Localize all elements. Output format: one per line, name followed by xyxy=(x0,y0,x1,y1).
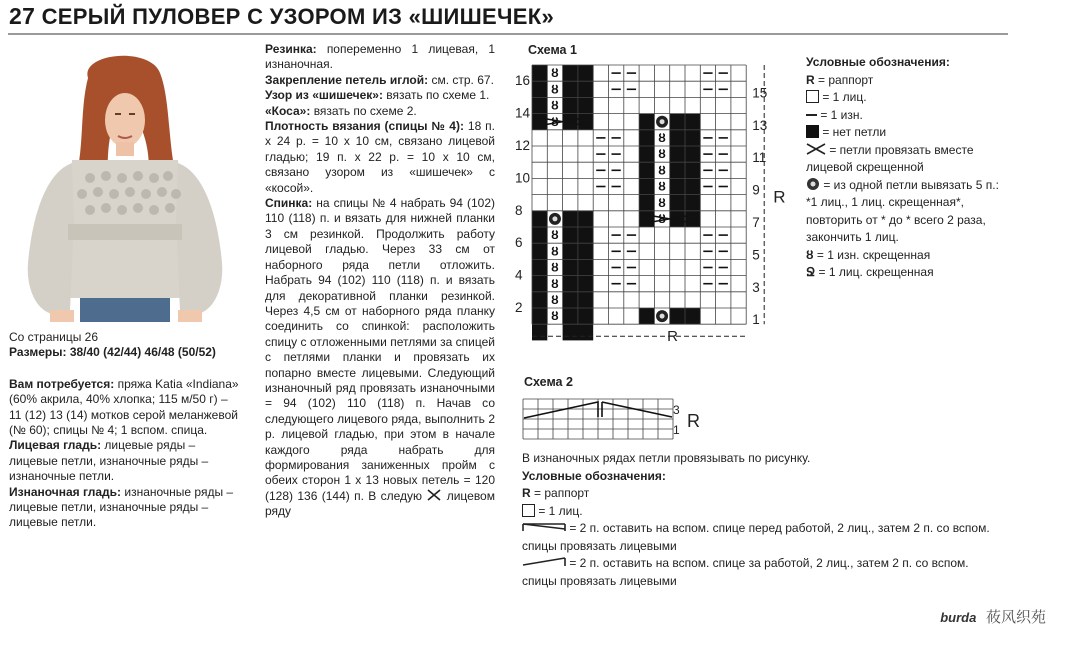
watermark-text: 莜风织苑 xyxy=(985,609,1046,626)
svg-text:ȣ: ȣ xyxy=(658,179,666,194)
s1-row-label: 5 xyxy=(752,247,760,263)
bobble-pattern: Узор из «шишечек»: вязать по схеме 1. xyxy=(265,88,490,103)
svg-text:ȣ: ȣ xyxy=(551,260,559,275)
rib: Резинка: попеременно 1 лицевая, 1 изнаночная. xyxy=(265,42,495,72)
cable-back-icon xyxy=(522,556,566,568)
svg-text:ȣ: ȣ xyxy=(551,66,559,81)
svg-text:ȣ: ȣ xyxy=(658,212,666,226)
legend1-bobble: = из одной петли вывязать 5 п.: *1 лиц., 1 лиц. скрещенная*, повторить от * до * всего 2 раза, закончить 1 лиц. xyxy=(806,177,999,244)
svg-text:ȣ: ȣ xyxy=(551,293,559,307)
s1-row-label: 4 xyxy=(515,267,523,283)
page-title xyxy=(9,3,554,30)
s2-row-label: 3 xyxy=(673,403,680,417)
svg-text:ȣ: ȣ xyxy=(658,195,666,210)
brand-logo: burda xyxy=(940,610,977,625)
instructions-column xyxy=(265,42,495,520)
svg-text:ȣ: ȣ xyxy=(658,163,666,178)
s1-row-label: 1 xyxy=(752,312,760,328)
title-rule xyxy=(8,33,1008,35)
svg-text:ȣ: ȣ xyxy=(551,228,559,243)
watermark xyxy=(940,606,1046,627)
gauge: Плотность вязания (спицы № 4): 18 п. х 24 р. = 10 х 10 см, связано лицевой гладью; 19 п. х 22 р. = 10 х 10 см, связано узором из «шишечек» с «косой». xyxy=(265,119,495,195)
svg-text:ȣ: ȣ xyxy=(551,82,559,97)
s1-row-label: 13 xyxy=(752,117,768,133)
s1-row-label: 16 xyxy=(515,73,531,89)
materials: Вам потребуется: пряжа Katia «Indiana» (60% акрила, 40% хлопка; 115 м/50 г) – 11 (12) 13 (14) мотков серой меланжевой (№ 60); спицы № 4; 1 вспом. спица. xyxy=(9,376,239,438)
twist-knit-icon: Ջ xyxy=(806,265,816,279)
scheme1-chart xyxy=(500,55,800,350)
knit-box-icon xyxy=(522,504,535,517)
s1-row-label: 9 xyxy=(752,182,760,198)
legend1-repeat: R = раппорт xyxy=(806,72,874,87)
scheme1-title: Схема 1 xyxy=(528,43,577,57)
cross-together-icon xyxy=(806,143,826,155)
scheme2-note: В изнаночных рядах петли провязывать по рисунку. xyxy=(522,451,811,465)
legend1 xyxy=(806,54,1006,282)
s1-repeat-label-bottom: R xyxy=(667,328,678,346)
s1-row-label: 11 xyxy=(752,150,767,166)
twist-purl-icon: ȣ xyxy=(806,247,814,262)
s1-row-label: 6 xyxy=(515,235,523,251)
legend2-cable-left: = 2 п. оставить на вспом. спице перед работой, 2 лиц., затем 2 п. со вспом. спицы провязать лицевыми xyxy=(522,521,990,553)
legend1-title: Условные обозначения: xyxy=(806,55,950,69)
s1-row-label: 15 xyxy=(752,85,768,101)
svg-text:ȣ: ȣ xyxy=(551,98,559,113)
legend1-twist-knit: Ջ = 1 лиц. скрещенная xyxy=(806,265,934,279)
legend2-cable-right: = 2 п. оставить на вспом. спице за работой, 2 лиц., затем 2 п. со вспом. спицы провязать лицевыми xyxy=(522,556,969,588)
scheme2-notes xyxy=(522,450,1002,590)
bindoff: Закрепление петель иглой: см. стр. 67. xyxy=(265,72,494,87)
legend2-repeat: R = раппорт xyxy=(522,486,590,500)
no-stitch-icon xyxy=(806,125,819,138)
svg-text:ȣ: ȣ xyxy=(658,131,666,145)
reverse-stockinette: Изнаночная гладь: изнаночные ряды – лицевые петли, изнаночные ряды – лицевые петли. xyxy=(9,484,234,530)
s2-row-label: 1 xyxy=(673,423,680,437)
s1-repeat-label: R xyxy=(773,187,786,207)
legend1-nostitch: = нет петли xyxy=(806,124,1006,142)
svg-text:ȣ: ȣ xyxy=(551,276,559,291)
svg-text:ȣ: ȣ xyxy=(551,309,559,324)
svg-text:ȣ: ȣ xyxy=(551,114,559,129)
scheme2-chart xyxy=(520,395,710,443)
s1-row-label: 7 xyxy=(752,215,760,230)
legend1-twist-purl: ȣ = 1 изн. скрещенная xyxy=(806,247,931,262)
s1-row-label: 8 xyxy=(515,202,523,218)
s1-row-label: 12 xyxy=(515,138,531,153)
s1-row-label: 3 xyxy=(752,279,760,295)
s2-repeat-label: R xyxy=(687,411,700,431)
legend2-title: Условные обозначения: xyxy=(522,468,666,483)
sizes: Размеры: 38/40 (42/44) 46/48 (50/52) xyxy=(9,345,216,360)
cross-icon xyxy=(426,489,442,501)
svg-text:ȣ: ȣ xyxy=(658,147,666,162)
legend1-knit: = 1 лиц. xyxy=(806,89,1006,107)
s1-row-label: 2 xyxy=(515,300,523,315)
legend2-knit: = 1 лиц. xyxy=(522,503,1002,521)
info-column xyxy=(9,330,239,531)
pattern-number: 27 xyxy=(9,3,36,29)
purl-dash-icon xyxy=(806,114,817,116)
stockinette: Лицевая гладь: лицевые ряды – лицевые петли, изнаночные ряды – изнаночные петли. xyxy=(9,438,209,484)
legend1-cross: = петли провязать вместе лицевой скрещенной xyxy=(806,142,974,174)
back: Спинка: на спицы № 4 набрать 94 (102) 110 (118) п. и вязать для нижней планки 3 см резинкой. Продолжить работу лицевой гладью. Через 33 см от наборного ряда петли отложить. Набрать 94 (102) 110 (118) п. и вязать для декоративной планки резинкой. Через 4,5 см от наборного ряда планку соединить со спинкой: расположить спицу с отложенными петлями за спицей с петлями планки и провязать их попарно вместе лицевыми. Следующий изнаночный ряд провязать изнаночными = 94 (102) 110 (118) п. Начав со следующего лицевого ряда, выполнить 2 р. лицевой гладью, при этом в начале каждого ряда набрать для формирования заниженных пройм с обеих сторон 1 х 13 новых петель = 120 (128) 136 (144) п. В следую лицевом ряду xyxy=(265,196,495,519)
sweater-photo xyxy=(10,48,238,322)
cable-front-icon xyxy=(522,521,566,533)
from-page: Со страницы 26 xyxy=(9,330,99,344)
bobble-icon xyxy=(806,177,820,191)
pattern-title: СЕРЫЙ ПУЛОВЕР С УЗОРОМ ИЗ «ШИШЕЧЕК» xyxy=(41,4,555,29)
cable-pattern: «Коса»: вязать по схеме 2. xyxy=(265,103,417,118)
scheme2-title: Схема 2 xyxy=(524,375,573,389)
s1-row-label: 10 xyxy=(515,170,531,186)
legend1-purl: = 1 изн. xyxy=(806,107,1006,125)
s1-row-label: 14 xyxy=(515,105,531,121)
svg-text:ȣ: ȣ xyxy=(551,244,559,259)
knit-box-icon xyxy=(806,90,819,103)
